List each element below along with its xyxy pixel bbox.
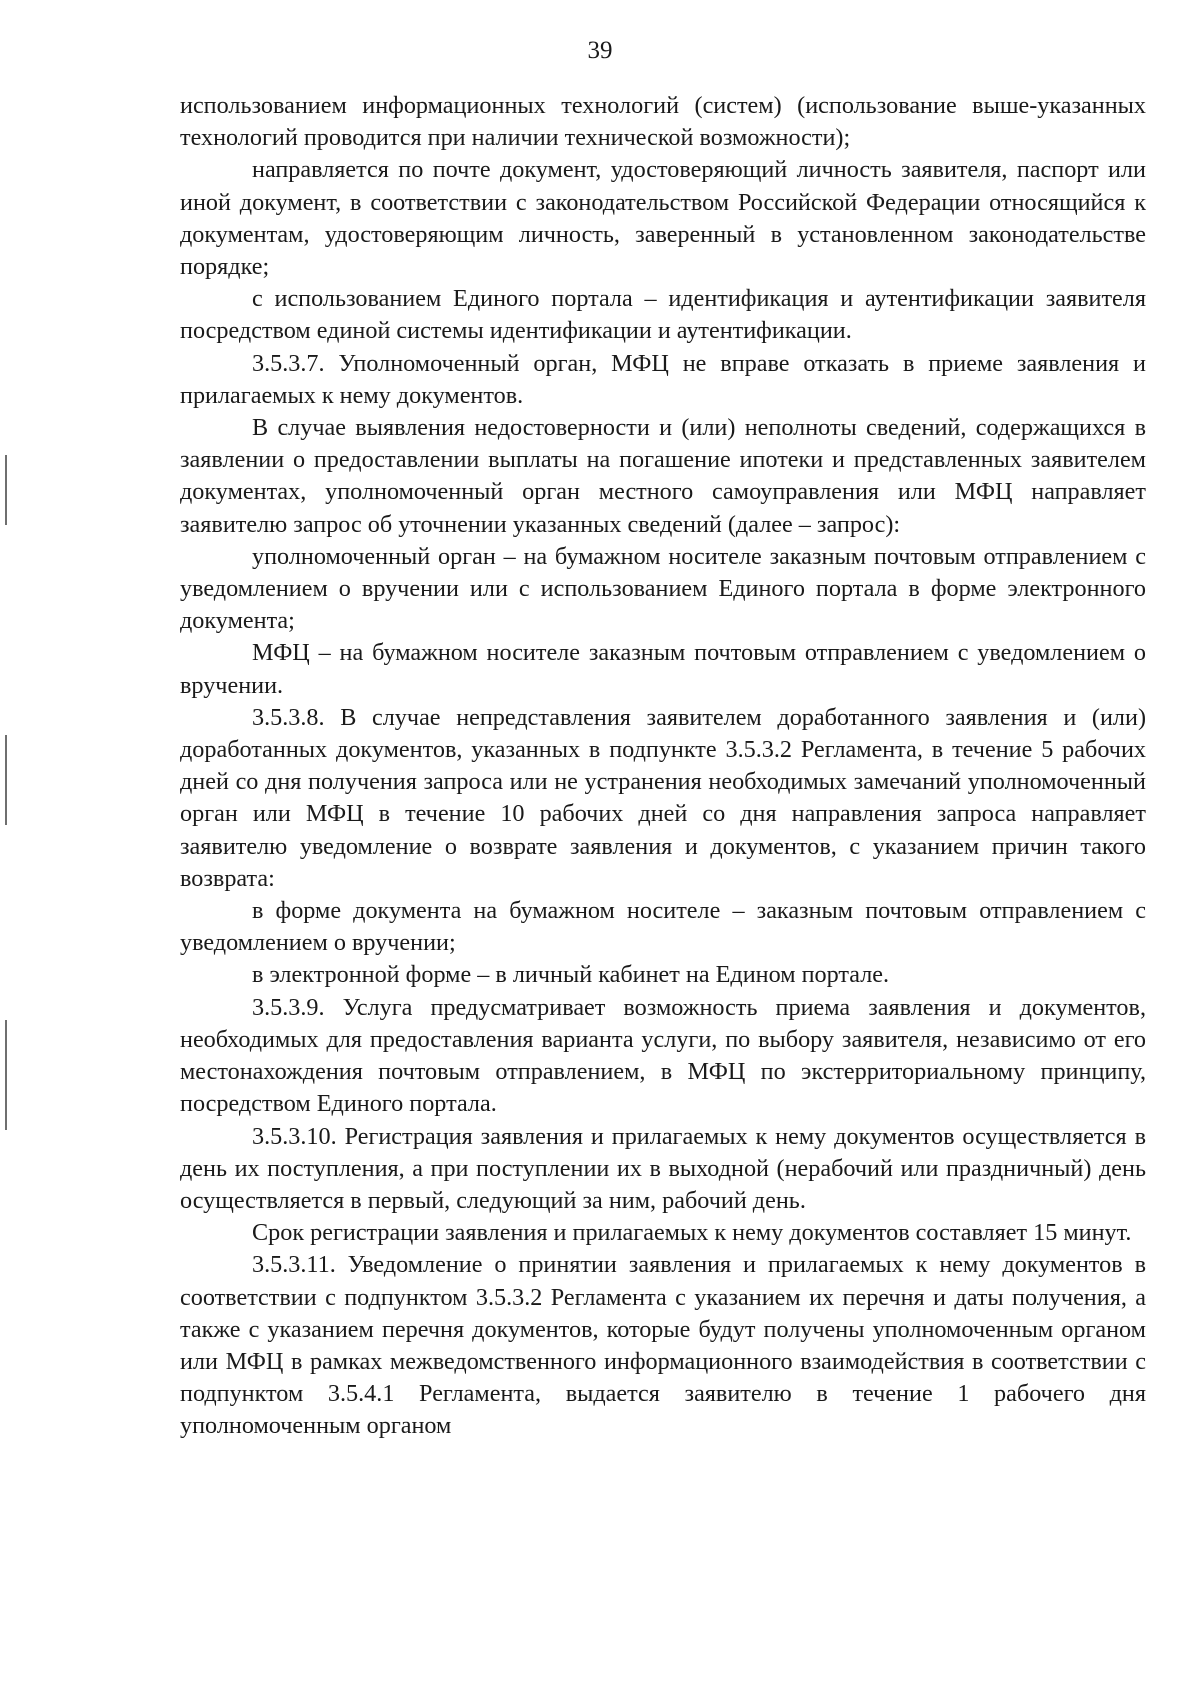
paragraph: уполномоченный орган – на бумажном носителе заказным почтовым отправлением с уведомлением о вручении или с использованием Единого портала в форме электронного документа; — [180, 542, 1146, 635]
paragraph: направляется по почте документ, удостоверяющий личность заявителя, паспорт или иной документ, в соответствии с законодательством Российской Федерации относящийся к документам, удостоверяющим личность, заверенный в установленном законодательстве порядке; — [180, 156, 1146, 281]
paragraph: МФЦ – на бумажном носителе заказным почтовым отправлением с уведомлением о вручении. — [180, 639, 1146, 699]
scan-edge-mark — [5, 455, 7, 525]
paragraph: с использованием Единого портала – идентификация и аутентификации заявителя посредством единой системы идентификации и аутентификации. — [180, 285, 1146, 345]
paragraph: использованием информационных технологий (систем) (использование выше-указанных технологий проводится при наличии технической возможности); — [180, 92, 1146, 152]
paragraph: 3.5.3.9. Услуга предусматривает возможность приема заявления и документов, необходимых для предоставления варианта услуги, по выбору заявителя, независимо от его местонахождения почтовым отправлением, в МФЦ по экстерриториальному принципу, посредством Единого портала. — [180, 993, 1146, 1118]
scan-edge-mark — [5, 735, 7, 825]
scan-edge-mark — [5, 1020, 7, 1130]
paragraph: 3.5.3.8. В случае непредставления заявителем доработанного заявления и (или) доработанных документов, указанных в подпункте 3.5.3.2 Регламента, в течение 5 рабочих дней со дня получения запроса или не устранения необходимых замечаний уполномоченный орган или МФЦ в течение 10 рабочих дней со дня направления запроса направляет заявителю уведомление о возврате заявления и документов, с указанием причин такого возврата: — [180, 703, 1146, 892]
paragraph: В случае выявления недостоверности и (или) неполноты сведений, содержащихся в заявлении о предоставлении выплаты на погашение ипотеки и представленных заявителем документах, уполномоченный орган местного самоуправления или МФЦ направляет заявителю запрос об уточнении указанных сведений (далее – запрос): — [180, 414, 1146, 538]
paragraph: 3.5.3.11. Уведомление о принятии заявления и прилагаемых к нему документов в соответствии с подпунктом 3.5.3.2 Регламента с указанием их перечня и даты получения, а также с указанием перечня документов, которые будут получены уполномоченным органом или МФЦ в рамках межведомственного информационного взаимодействия в соответствии с подпунктом 3.5.4.1 Регламента, выдается заявителю в течение 1 рабочего дня уполномоченным органом — [180, 1251, 1146, 1440]
document-body — [180, 90, 1146, 1443]
paragraph: в форме документа на бумажном носителе – заказным почтовым отправлением с уведомлением о вручении; — [180, 897, 1146, 957]
paragraph: Срок регистрации заявления и прилагаемых к нему документов составляет 15 минут. — [252, 1219, 1132, 1247]
paragraph: 3.5.3.7. Уполномоченный орган, МФЦ не вправе отказать в приеме заявления и прилагаемых к нему документов. — [180, 349, 1146, 409]
page-number: 39 — [587, 37, 613, 64]
paragraph: 3.5.3.10. Регистрация заявления и прилагаемых к нему документов осуществляется в день их поступления, а при поступлении их в выходной (нерабочий или праздничный) день осуществляется в первый, следующий за ним, рабочий день. — [180, 1122, 1146, 1214]
paragraph: в электронной форме – в личный кабинет на Едином портале. — [252, 961, 890, 989]
